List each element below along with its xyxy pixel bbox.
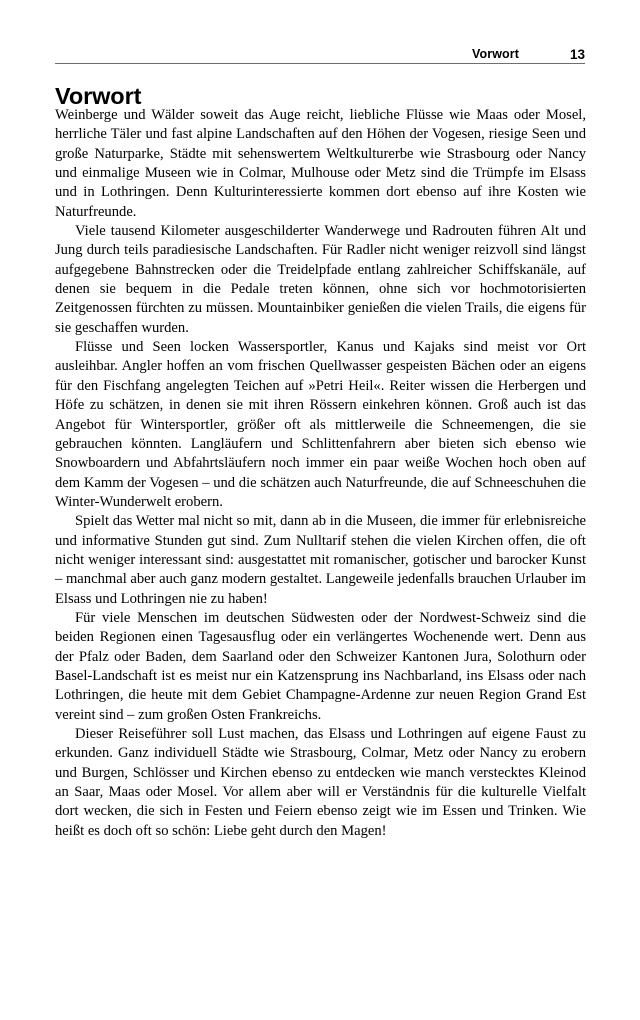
paragraph: Weinberge und Wälder soweit das Auge reicht, liebliche Flüsse wie Maas oder Mosel, herrliche Täler und fast alpine Landschaften auf den Höhen der Vogesen, riesige Seen und große Naturparke, Städte mit sehenswertem Weltkulturerbe wie Strasbourg oder Nancy und einmalige Museen wie in Colmar, Mulhouse oder Metz sind die Trümpfe im Elsass und in Lothringen. Denn Kulturinteressierte kommen dort ebenso auf ihre Kosten wie Naturfreunde. xyxy=(55,107,586,220)
paragraph: Für viele Menschen im deutschen Südwesten oder der Nordwest-Schweiz sind die beiden Regionen einen Tagesausflug oder ein verlängertes Wochenende wert. Denn aus der Pfalz oder Baden, dem Saarland oder den Schweizer Kantonen Jura, Solothurn oder Basel-Landschaft ist es meist nur ein Katzensprung ins Nachbarland, ins Elsass oder nach Lothringen, die heute mit dem Gebiet Champagne-Ardenne zur neuen Region Grand Est vereint sind – zum großen Osten Frankreichs. xyxy=(55,609,586,723)
paragraph: Flüsse und Seen locken Wassersportler, Kanus und Kajaks sind meist vor Ort ausleihbar. Angler hoffen an vom frischen Quellwasser gespeisten Bächen oder an eigens für den Fischfang angelegten Teichen auf »Petri Heil«. Reiter wissen die Herbergen und Höfe zu schätzen, in denen sie mit ihren Rössern einkehren können. Groß auch ist das Angebot für Wintersportler, größer oft als mittlerweile die Schneemengen, die sie gebrauchen könnten. Langläufern und Schlittenfahrern aber bieten sich ebenso wie Snowboardern und Abfahrtsläufern noch immer ein paar weiße Wochen hoch oben auf dem Kamm der Vogesen – und die schätzen auch Naturfreunde, die auf Schneeschuhen die Winter-Wunderwelt erobern. xyxy=(55,339,586,510)
page-number: 13 xyxy=(569,47,585,62)
running-head-title: Vorwort xyxy=(472,47,519,61)
paragraph: Spielt das Wetter mal nicht so mit, dann ab in die Museen, die immer für erlebnisreiche und informative Stunden gut sind. Zum Nulltarif stehen die vielen Kirchen offen, die oft nicht weniger interessant sind: ausgestattet mit romanischer, gotischer und barocker Kunst – manchmal aber auch ganz modern gestaltet. Langeweile jedenfalls brauchen Urlauber im Elsass und Lothringen nie zu haben! xyxy=(55,513,586,607)
paragraph: Dieser Reiseführer soll Lust machen, das Elsass und Lothringen auf eigene Faust zu erkunden. Ganz individuell Städte wie Strasbourg, Colmar, Metz oder Nancy zu erobern und Burgen, Schlösser und Kirchen ebenso zu entdecken wie manch verstecktes Kleinod an Saar, Maas oder Mosel. Vor allem aber will er Verständnis für die kulturelle Vielfalt dort wecken, die sich in Festen und Feiern ebenso zeigt wie im Essen und Trinken. Wie heißt es doch oft so schön: Liebe geht durch den Magen! xyxy=(55,726,586,839)
body-text xyxy=(55,106,586,841)
paragraph: Viele tausend Kilometer ausgeschilderter Wanderwege und Radrouten führen Alt und Jung durch teils paradiesische Landschaften. Für Radler nicht weniger reizvoll sind längst aufgegebene Bahnstrecken oder die Treidelpfade entlang zahlreicher Schiffskanäle, auf denen sie bequem in die Pedale treten können, ohne sich vor hochmotorisierten Zeitgenossen fürchten zu müssen. Mountainbiker genießen die vielen Trails, die eigens für sie geschaffen wurden. xyxy=(55,223,586,336)
page-title: Vorwort xyxy=(55,82,142,109)
running-head xyxy=(55,42,585,64)
